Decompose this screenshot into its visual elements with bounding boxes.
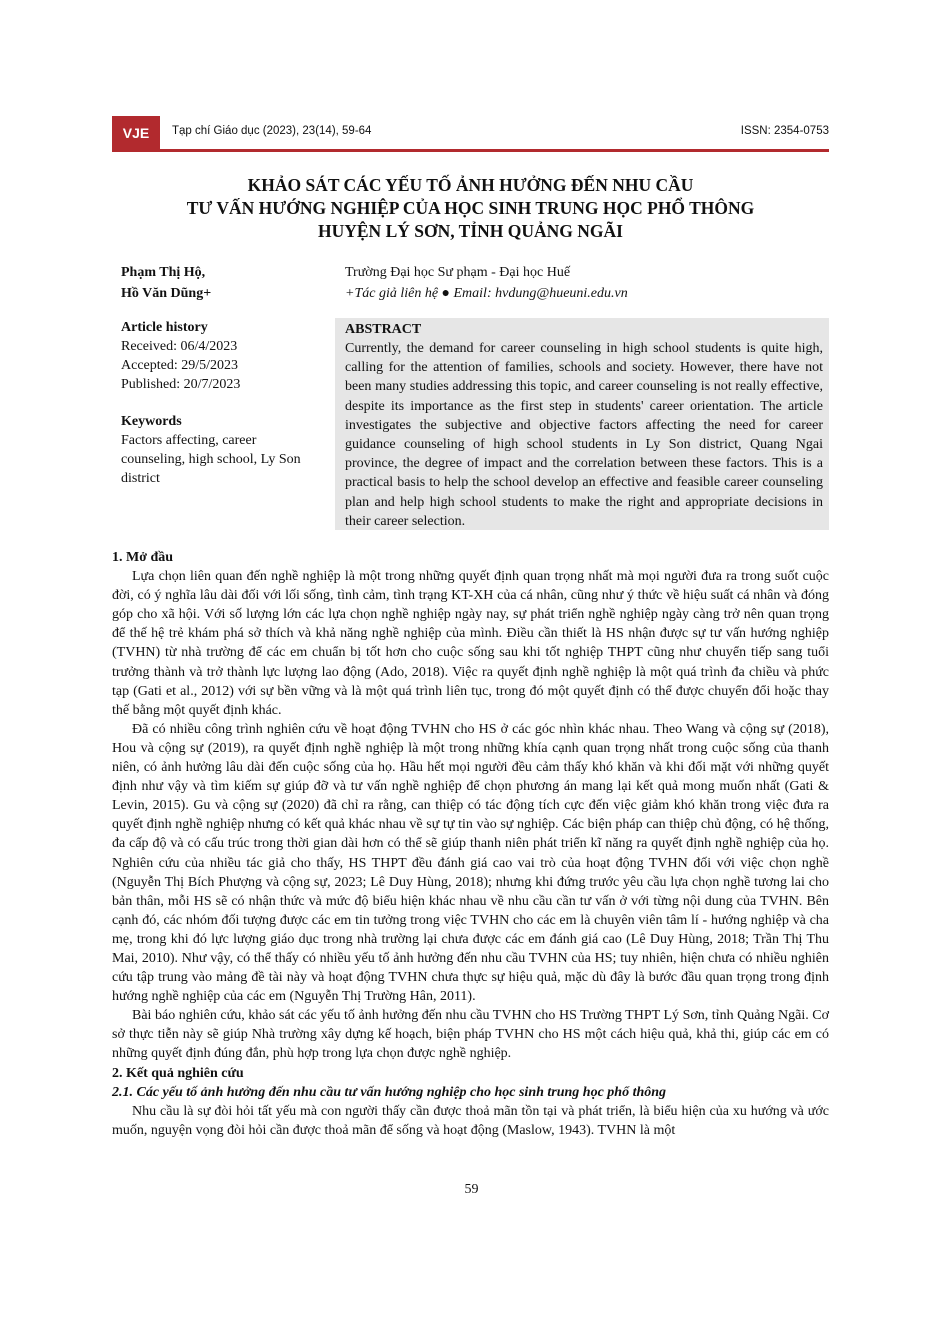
paragraph: Đã có nhiều công trình nghiên cứu về hoạt động TVHN cho HS ở các góc nhìn khác nhau. Theo Wang và cộng sự (2018), Hou và cộng sự (2019), ra quyết định nghề nghiệp là một trong những khía cạnh quan trọng nhất trong cuộc sống của thanh niên, có ảnh hưởng lâu dài đến cuộc sống của họ. Hầu hết mọi người đều cảm thấy khó khăn và khi đối mặt với những quyết định như vậy và tìm kiếm sự giúp đỡ và tư vấn nghề nghiệp để chọn phương án mang lại kết quả mong muốn nhất (Gati & Levin, 2015). Gu và cộng sự (2020) đã chỉ ra rằng, can thiệp có tác động tích cực đến việc giảm khó khăn trong việc đưa ra quyết định nghề nghiệp nhưng có kết quả khác nhau về sự tự tin vào sự nghiệp. Các biện pháp can thiệp chủ động, có hệ thống, đa cấp độ và có cấu trúc trong thời gian dài hơn có thể sẽ giúp thanh niên phát triển kĩ năng ra quyết định nghề nghiệp của họ. Nghiên cứu của nhiều tác giả cho thấy, HS THPT đều đánh giá cao vai trò của hoạt động TVHN đối với việc chọn nghề (Nguyễn Thị Bích Phượng và cộng sự, 2023; Lê Duy Hùng, 2018); nhưng khi đứng trước yêu cầu lựa chọn nghề tương lai cho bản thân, mỗi HS sẽ có nhận thức và mức độ biểu hiện khác nhau về nhu cầu cần tư vấn ở với từng nội dung của TVHN. Bên cạnh đó, các nhóm đối tượng được các em tin tưởng trong việc TVHN cho các em là chuyên viên tâm lí - hướng nghiệp và cha mẹ, trong khi đó lực lượng giáo dục trong nhà trường lại chưa được các em đánh giá cao (Lê Duy Hùng, 2018; Trần Thị Thu Mai, 2010). Như vậy, có thể thấy có nhiều yếu tố ảnh hưởng đến nhu cầu TVHN của HS; tuy nhiên, hiện chưa có nhiều nghiên cứu tập trung vào mảng đề tài này và hoạt động TVHN chưa thực sự hiệu quả, mặc dù đây là bước đầu quan trọng trong định hướng nghề nghiệp của các em (Nguyễn Thị Trường Hân, 2011). [112,721,829,1005]
section-heading: 2. Kết quả nghiên cứu [112,1065,244,1081]
article-info [121,318,321,488]
published-date: Published: 20/7/2023 [121,377,241,392]
author-list [121,262,211,304]
journal-citation: Tạp chí Giáo dục (2023), 23(14), 59-64 [172,125,372,137]
journal-issn: ISSN: 2354-0753 [740,125,829,137]
article-title [112,174,829,243]
title-line: KHẢO SÁT CÁC YẾU TỐ ẢNH HƯỞNG ĐẾN NHU CẦU [247,175,694,195]
abstract-box [335,318,829,530]
section-heading: 1. Mở đầu [112,550,174,565]
keywords-heading: Keywords [121,414,182,429]
paragraph: Lựa chọn liên quan đến nghề nghiệp là một trong những quyết định quan trọng nhất mà mọi người đưa ra trong suốt cuộc đời, có ý nghĩa lâu dài đối với lối sống, tình cảm, tình trạng KT-XH của cá nhân, cũng như ý thức về hiệu suất cá nhân và đóng góp cho xã hội. Với số lượng lớn các lựa chọn nghề nghiệp ngày nay, sự phát triển nghề nghiệp ngày càng trở nên quan trọng để thế hệ trẻ khám phá sở thích và khả năng nghề nghiệp của mình. Điều cần thiết là HS nhận được sự tư vấn hướng nghiệp (TVHN) từ nhà trường để các em chuẩn bị tốt hơn cho cuộc sống sau khi tốt nghiệp THPT cũng như chuyển tiếp sang tuổi trưởng thành và trở thành lực lượng lao động (Ado, 2018). Việc ra quyết định nghề nghiệp là một quá trình đa chiều và phức tạp (Gati et al., 2012) với sự bền vững và là một quá trình liên tục, trong đó một quyết định có thể được chuyển đổi hoặc thay thế bằng một quyết định khác. [112,569,829,718]
subsection-heading: 2.1. Các yếu tố ảnh hưởng đến nhu cầu tư vấn hướng nghiệp cho học sinh trung học phổ thông [112,1084,667,1100]
corresponding-contact: +Tác giả liên hệ ● Email: hvdung@hueuni.edu.vn [345,286,628,301]
affiliation: Trường Đại học Sư phạm - Đại học Huế [345,265,571,280]
author-name: Phạm Thị Hộ, [121,265,206,280]
abstract-text: Currently, the demand for career counseling in high school students is quite high, calling for the attention of families, schools and society. However, there have not been many studies addressing this topic, and career counseling is not really effective, despite its importance as the first step in students' career orientation. The article investigates the subjective and objective factors affecting the need for career guidance counseling of high school students in Ly Son district, Quang Ngai province, the degree of impact and the correlation between these factors. This is a practical basis to help the school develop an effective and feasible career counseling plan and help high school students to make the right and appropriate decisions in their career selection. [345,341,823,529]
article-history-heading: Article history [121,320,208,335]
abstract-heading: ABSTRACT [345,322,422,337]
keywords-text: Factors affecting, career counseling, high school, Ly Son district [121,433,301,486]
paragraph: Nhu cầu là sự đòi hỏi tất yếu mà con người thấy cần được thoả mãn tồn tại và phát triển, là biểu hiện của xu hướng và ước muốn, nguyện vọng đòi hỏi cần được thoả mãn để sống và hoạt động (Maslow, 1943). TVHN là một [112,1103,829,1138]
accepted-date: Accepted: 29/5/2023 [121,358,239,373]
title-line: TƯ VẤN HƯỚNG NGHIỆP CỦA HỌC SINH TRUNG HỌC PHỔ THÔNG [186,198,755,218]
journal-header [112,116,829,150]
article-body [112,548,829,1140]
author-name: Hồ Văn Dũng+ [121,286,212,301]
page-number: 59 [464,1182,479,1197]
affiliation-block [345,262,628,304]
title-line: HUYỆN LÝ SƠN, TỈNH QUẢNG NGÃI [318,221,623,241]
journal-logo: VJE [112,116,160,150]
received-date: Received: 06/4/2023 [121,339,238,354]
header-divider [112,149,829,152]
paragraph: Bài báo nghiên cứu, khảo sát các yếu tố ảnh hưởng đến nhu cầu TVHN cho HS Trường THPT Lý Sơn, tỉnh Quảng Ngãi. Cơ sở thực tiễn này sẽ giúp Nhà trường xây dựng kế hoạch, biện pháp TVHN cho HS một cách hiệu quả, khả thi, giúp các em có những quyết định đúng đắn, phù hợp trong lựa chọn được nghề nghiệp. [112,1008,829,1062]
